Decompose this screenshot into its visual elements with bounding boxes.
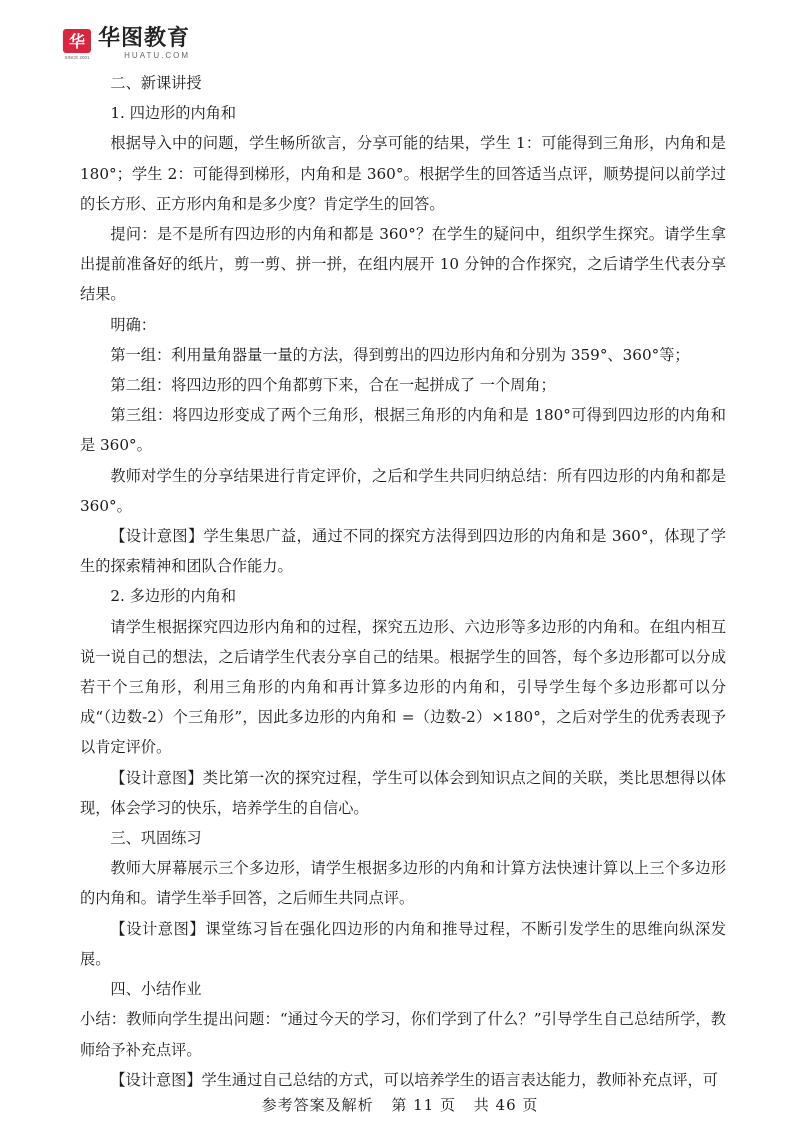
paragraph: 提问：是不是所有四边形的内角和都是 360°？在学生的疑问中，组织学生探究。请学生拿出提前准备好的纸片，剪一剪、拼一拼，在组内展开 10 分钟的合作探究，之后请学生代表分享结果。 <box>80 225 726 304</box>
section-heading: 二、新课讲授 <box>110 74 202 92</box>
paragraph: 根据导入中的问题，学生畅所欲言，分享可能的结果，学生 1：可能得到三角形，内角和是 180°；学生 2：可能得到梯形，内角和是 360°。根据学生的回答适当点评，顺势提问以前学过的长方形、正方形内角和是多少度？肯定学生的回答。 <box>80 134 726 213</box>
design-intent-paragraph: 【设计意图】学生集思广益，通过不同的探究方法得到四边形的内角和是 360°，体现了学生的探索精神和团队合作能力。 <box>80 527 726 576</box>
brand-name: 华图教育 <box>98 26 191 51</box>
paragraph: 第三组：将四边形变成了两个三角形，根据三角形的内角和是 180°可得到四边形的内角和是 360°。 <box>80 406 726 455</box>
svg-text:华: 华 <box>68 32 86 51</box>
paragraph: 第二组：将四边形的四个角都剪下来，合在一起拼成了 一个周角； <box>110 376 556 395</box>
footer-title: 参考答案及解析 <box>261 1096 374 1114</box>
svg-text:SINCE 2001: SINCE 2001 <box>64 55 90 60</box>
brand-logo <box>62 28 190 60</box>
paragraph: 第一组：利用量角器量一量的方法，得到剪出的四边形内角和分别为 359°、360°等； <box>110 345 690 364</box>
paragraph: 明确： <box>110 315 156 334</box>
design-intent-paragraph: 【设计意图】类比第一次的探究过程，学生可以体会到知识点之间的关联，类比思想得以体现，体会学习的快乐，培养学生的自信心。 <box>80 768 726 817</box>
huatu-logo-icon <box>62 28 92 60</box>
page-number: 第 11 页 <box>391 1096 456 1114</box>
subsection-heading: 2. 多边形的内角和 <box>110 587 237 606</box>
subsection-heading: 1. 四边形的内角和 <box>110 104 237 123</box>
brand-domain: HUATU.COM <box>124 51 191 60</box>
page-footer <box>0 1094 800 1115</box>
section-heading: 四、小结作业 <box>110 980 202 999</box>
design-intent-paragraph: 【设计意图】学生通过自己总结的方式，可以培养学生的语言表达能力，教师补充点评，可 <box>110 1070 718 1089</box>
paragraph: 教师对学生的分享结果进行肯定评价，之后和学生共同归纳总结：所有四边形的内角和都是 360°。 <box>80 466 726 515</box>
page-total: 共 46 页 <box>473 1096 539 1114</box>
section-heading: 三、巩固练习 <box>110 829 202 848</box>
paragraph: 教师大屏幕展示三个多边形，请学生根据多边形的内角和计算方法快速计算以上三个多边形的内角和。请学生举手回答，之后师生共同点评。 <box>80 859 726 908</box>
paragraph: 请学生根据探究四边形内角和的过程，探究五边形、六边形等多边形的内角和。在组内相互说一说自己的想法，之后请学生代表分享自己的结果。根据学生的回答，每个多边形都可以分成若干个三角形，利用三角形的内角和再计算多边形的内角和，引导学生每个多边形都可以分成“（边数-2）个三角形”，因此多边形的内角和 =（边数-2）×180°，之后对学生的优秀表现予以肯定评价。 <box>80 617 726 757</box>
paragraph: 小结：教师向学生提出问题：“通过今天的学习，你们学到了什么？”引导学生自己总结所学，教师给予补充点评。 <box>80 1010 726 1059</box>
document-body <box>80 68 726 1095</box>
design-intent-paragraph: 【设计意图】课堂练习旨在强化四边形的内角和推导过程，不断引发学生的思维向纵深发展。 <box>80 919 726 968</box>
